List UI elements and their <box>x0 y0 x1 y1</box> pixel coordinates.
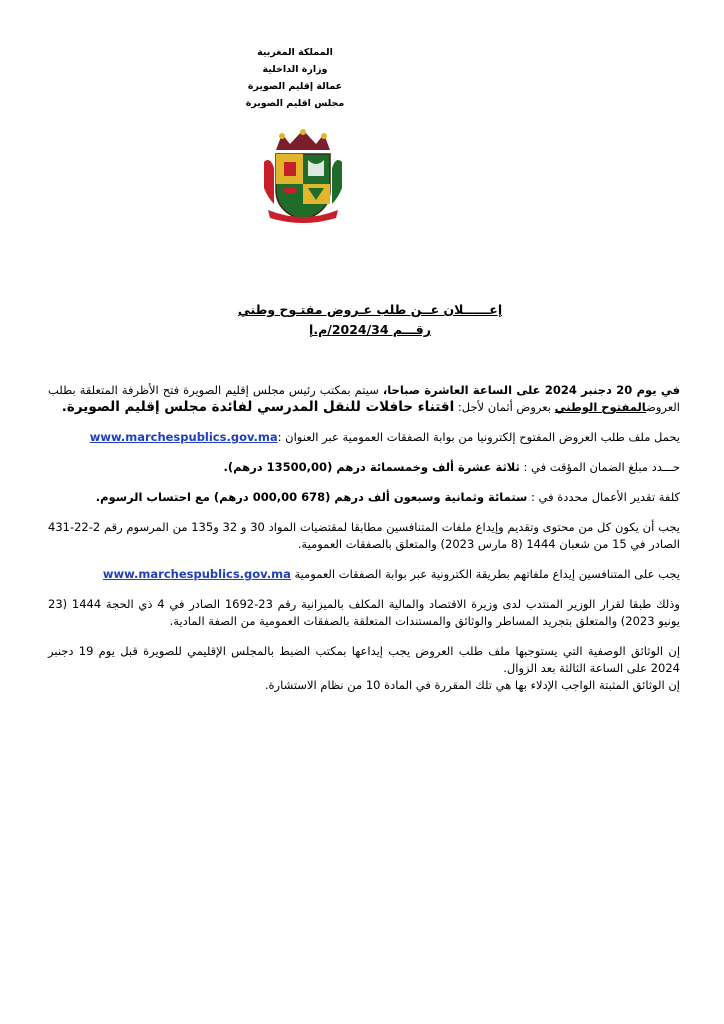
paragraph-estimate <box>48 489 680 506</box>
notice-title-main: إعــــــلان عــن طلب عـروض مفتـوح وطني <box>237 302 503 317</box>
notice-title <box>200 300 540 340</box>
header-council: مجلس اقليم الصويرة <box>245 98 345 109</box>
header-kingdom: المملكة المغربية <box>257 47 333 58</box>
guarantee-amount: ثلاثة عشرة ألف وخمسمائة درهم (13500,00 درهم). <box>223 460 520 474</box>
paragraph-guarantee <box>48 459 680 476</box>
opening-text: سيتم بمكتب رئيس مجلس إقليم الصويرة فتح الأظرفة المتعلقة بطلب العروض <box>48 383 680 414</box>
coat-of-arms-icon <box>262 128 344 224</box>
notice-body <box>48 382 680 694</box>
paragraph-electronic-submission <box>48 566 680 583</box>
paragraph-opening <box>48 382 680 416</box>
paragraph-descriptive-docs: إن الوثائق الوصفية التي يستوجبها ملف طلب العروض يجب إيداعها بمكتب الضبط بالمجلس الإقليمي للصويرة قبل يوم 19 دجنبر 2024 على الساعة الثالثة بعد الزوال. <box>48 644 681 675</box>
tender-object: اقتناء حافلات للنقل المدرسي لفائدة مجلس إقليم الصويرة. <box>61 399 455 415</box>
header-ministry: وزارة الداخلية <box>262 64 328 75</box>
download-text: يحمل ملف طلب العروض المفتوح إلكترونيا من بوابة الصفقات العمومية عبر العنوان : <box>277 430 680 444</box>
issuer-header <box>230 44 360 112</box>
open-national-label: المفتوح الوطني <box>554 400 647 414</box>
notice-number: رقـــم 2024/34/م.إ <box>309 322 431 337</box>
portal-link[interactable]: www.marchespublics.gov.ma <box>89 430 278 444</box>
estimate-text: كلفة تقدير الأعمال محددة في : <box>527 490 680 504</box>
guarantee-text: حـــدد مبلغ الضمان المؤقت في : <box>519 460 680 474</box>
paragraph-decree: يجب أن يكون كل من محتوى وتقديم وإيداع ملفات المتنافسين مطابقا لمقتضيات المواد 30 و 32 و135 من المرسوم رقم 2-22-431 الصادر في 15 من شعبان 1444 (8 مارس 2023) والمتعلق بالصفقات العمومية. <box>48 520 680 551</box>
paragraph-download <box>48 429 680 446</box>
object-prefix: بعروض أثمان لأجل: <box>454 400 555 414</box>
opening-date: في يوم 20 دجنبر 2024 على الساعة العاشرة صباحا، <box>382 383 681 397</box>
paragraph-supporting-docs: إن الوثائق المثبتة الواجب الإدلاء بها هي تلك المقررة في المادة 10 من نظام الاستشارة. <box>264 678 680 692</box>
header-prefecture: عمالة إقليم الصويرة <box>247 81 343 92</box>
submission-text: يجب على المتنافسين إيداع ملفاتهم بطريقة الكترونية عبر بوابة الصفقات العمومية <box>290 567 680 581</box>
portal-link-2[interactable]: www.marchespublics.gov.ma <box>102 567 291 581</box>
paragraph-ministerial-order: وذلك طبقا لقرار الوزير المنتدب لدى وزيرة الاقتصاد والمالية المكلف بالميزانية رقم 23-1692 الصادر في 4 ذي الحجة 1444 (23 يونيو 2023) والمتعلق بتجريد المساطر والوثائق والمستندات المتعلقة بالصفقات العمومية من الصفة المادية. <box>48 597 680 628</box>
estimate-amount: ستمائة وثمانية وسبعون ألف درهم (678 000,00 درهم) مع احتساب الرسوم. <box>95 490 528 504</box>
